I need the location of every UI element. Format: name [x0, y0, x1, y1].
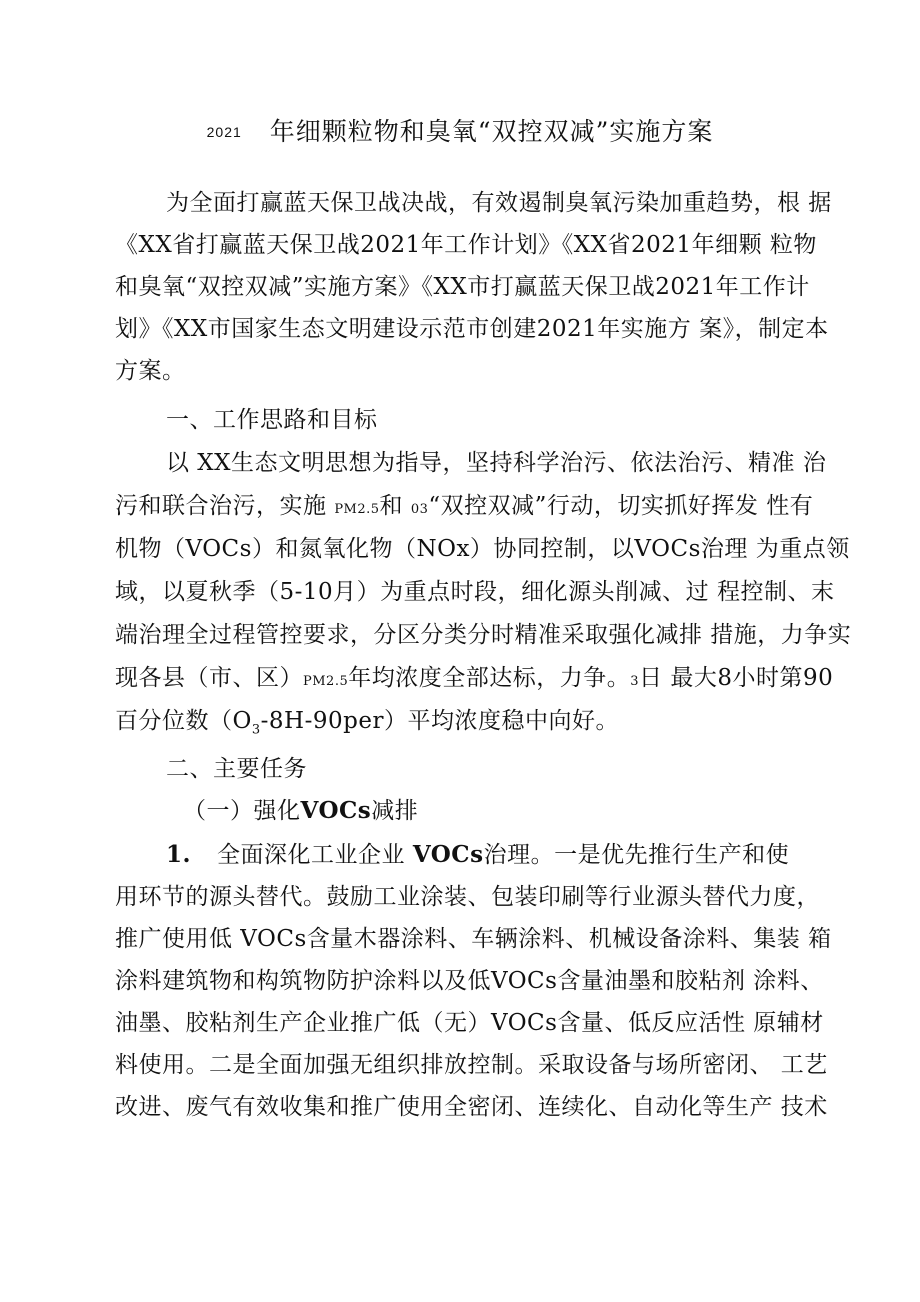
- section1-line-4: 域，以夏秋季（5-10月）为重点时段，细化源头削减、过 程控制、末: [115, 579, 835, 605]
- intro-line-3: 和臭氧“双控双减”实施方案》《XX市打赢蓝天保卫战2021年工作计: [115, 274, 810, 300]
- section1-line-2: [115, 489, 813, 527]
- item1-line-7: 改进、废气有效收集和推广使用全密闭、连续化、自动化等生产 技术: [115, 1094, 828, 1120]
- item1-line-2: 用环节的源头替代。鼓励工业涂装、包装印刷等行业源头替代力度，: [115, 884, 820, 910]
- item1-number: 1.: [166, 841, 192, 868]
- section1-line-6-c: 日 最大8小时第90: [639, 665, 834, 691]
- title-text: 年细颗粒物和臭氧“双控双减”实施方案: [269, 117, 714, 146]
- o3-subscript: 3: [251, 722, 261, 738]
- o3-subscript-label: 3: [630, 674, 640, 689]
- item1-line-6: 料使用。二是全面加强无组织排放控制。采取设备与场所密闭、 工艺: [115, 1052, 828, 1078]
- section1-line-7: [115, 704, 619, 748]
- subsection-heading-vocs: VOCs: [300, 797, 372, 824]
- subsection-heading-a: （一）强化: [183, 798, 301, 824]
- intro-line-5: 方案。: [115, 358, 186, 384]
- section1-line-2-b: 和: [379, 493, 411, 519]
- section1-line-5: 端治理全过程管控要求，分区分类分时精准采取强化减排 措施，力争实: [115, 622, 852, 648]
- item1-line-5: 油墨、胶粘剂生产企业推广低（无）VOCs含量、低反应活性 原辅材: [115, 1010, 824, 1036]
- intro-line-2: 《XX省打赢蓝天保卫战2021年工作计划》《XX省2021年细颗 粒物: [115, 232, 817, 258]
- intro-line-1: 为全面打赢蓝天保卫战决战，有效遏制臭氧污染加重趋势，根 据: [166, 190, 832, 216]
- section1-line-6-b: 年均浓度全部达标，力争。: [348, 665, 631, 691]
- section1-line-6: [115, 661, 833, 699]
- section1-line-3: 机物（VOCs）和氮氧化物（NOx）协同控制，以VOCs治理 为重点领: [115, 536, 850, 562]
- subsection-heading-c: 减排: [371, 798, 419, 824]
- item1-vocs: VOCs: [412, 841, 484, 868]
- section1-line-2-c: “双控双减”行动，切实抓好挥发 性有: [428, 493, 814, 519]
- section1-line-7-a: 百分位数（O: [115, 708, 252, 734]
- item1-line-1-c: 治理。一是优先推行生产和使: [483, 842, 790, 868]
- section1-line-7-b: -8H-90per）平均浓度稳中向好。: [260, 708, 619, 734]
- item1-line-3: 推广使用低 VOCs含量木器涂料、车辆涂料、机械设备涂料、集装 箱: [115, 926, 832, 952]
- section1-line-2-a: 污和联合治污，实施: [115, 493, 335, 519]
- section1-heading: 一、工作思路和目标: [166, 407, 378, 433]
- item1-line-4: 涂料建筑物和构筑物防护涂料以及低VOCs含量油墨和胶粘剂 涂料、: [115, 968, 824, 994]
- pm25-label: PM2.5: [334, 502, 380, 517]
- document-title: [0, 112, 920, 152]
- section1-line-1: 以 XX生态文明思想为指导，坚持科学治污、依法治污、精准 治: [166, 450, 827, 476]
- o3-label: 03: [410, 502, 429, 517]
- item1-line-1-a: 全面深化工业企业: [217, 842, 413, 868]
- pm25-label: PM2.5: [303, 674, 349, 689]
- section2-heading: 二、主要任务: [166, 756, 307, 782]
- intro-line-4: 划》《XX市国家生态文明建设示范市创建2021年实施方 案》，制定本: [115, 316, 829, 342]
- title-year: 2021: [206, 124, 242, 140]
- section1-line-6-a: 现各县（市、区）: [115, 665, 303, 691]
- subsection-heading: [183, 794, 418, 828]
- item1-line-1: [166, 838, 789, 872]
